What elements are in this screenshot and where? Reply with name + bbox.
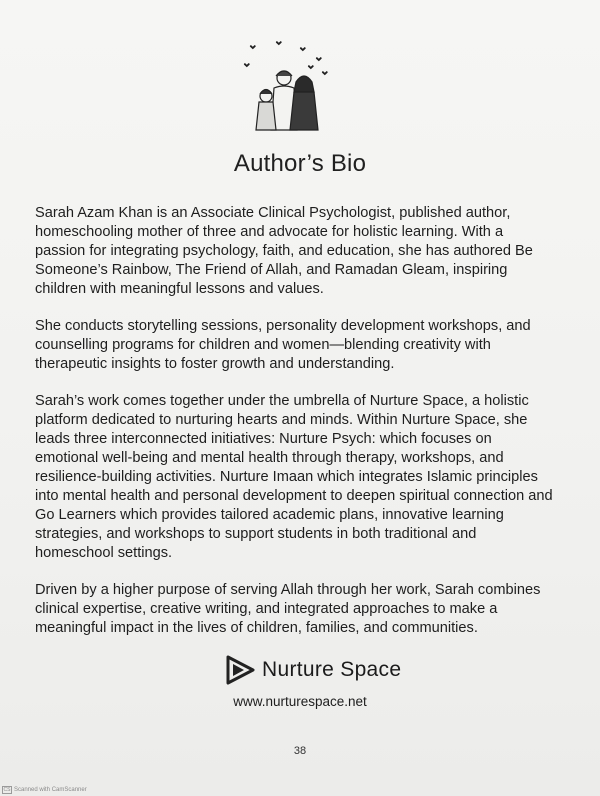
bio-paragraph-4: Driven by a higher purpose of serving Allah through her work, Sarah combines clinical expertise, creative writing, and integrated approaches to make a meaningful impact in the lives of children, families, and communities.	[35, 582, 541, 636]
camscanner-icon: CS	[3, 787, 11, 793]
nurture-space-logo	[222, 652, 401, 688]
scanner-watermark-text: Scanned with CamScanner	[14, 787, 87, 793]
bio-paragraph-2: She conducts storytelling sessions, personality development workshops, and counselling programs for children and women—blending creativity with therapeutic insights to foster growth and understanding.	[35, 318, 531, 372]
page-number: 38	[293, 745, 307, 757]
logo-text: Nurture Space	[262, 658, 402, 681]
scanner-watermark	[2, 786, 87, 794]
play-logo-icon	[222, 652, 258, 688]
bio-paragraph-1: Sarah Azam Khan is an Associate Clinical Psychologist, published author, homeschooling mother of three and advocate for holistic learning. With a passion for integrating psychology, faith, and education, she has authored Be Someone’s Rainbow, The Friend of Allah, and Ramadan Gleam, inspiring children with meaningful lessons and values.	[35, 205, 533, 297]
family-illustration	[238, 40, 338, 140]
hearts-decoration	[244, 41, 328, 75]
bio-text	[35, 204, 557, 656]
website-url: www.nurturespace.net	[233, 694, 367, 709]
bio-paragraph-3: Sarah’s work comes together under the umbrella of Nurture Space, a holistic platform dedicated to nurturing hearts and minds. Within Nurture Space, she leads three interconnected initiatives: Nurture Psych: which focuses on emotional well-being and mental health through therapy, workshops, and resilience-building activities. Nurture Imaan which integrates Islamic principles into mental health and personal development to deepen spiritual connection and Go Learners which provides tailored academic plans, innovative learning strategies, and workshops to support students in both traditional and homeschool settings.	[35, 393, 553, 561]
page-title: Author’s Bio	[233, 150, 367, 177]
